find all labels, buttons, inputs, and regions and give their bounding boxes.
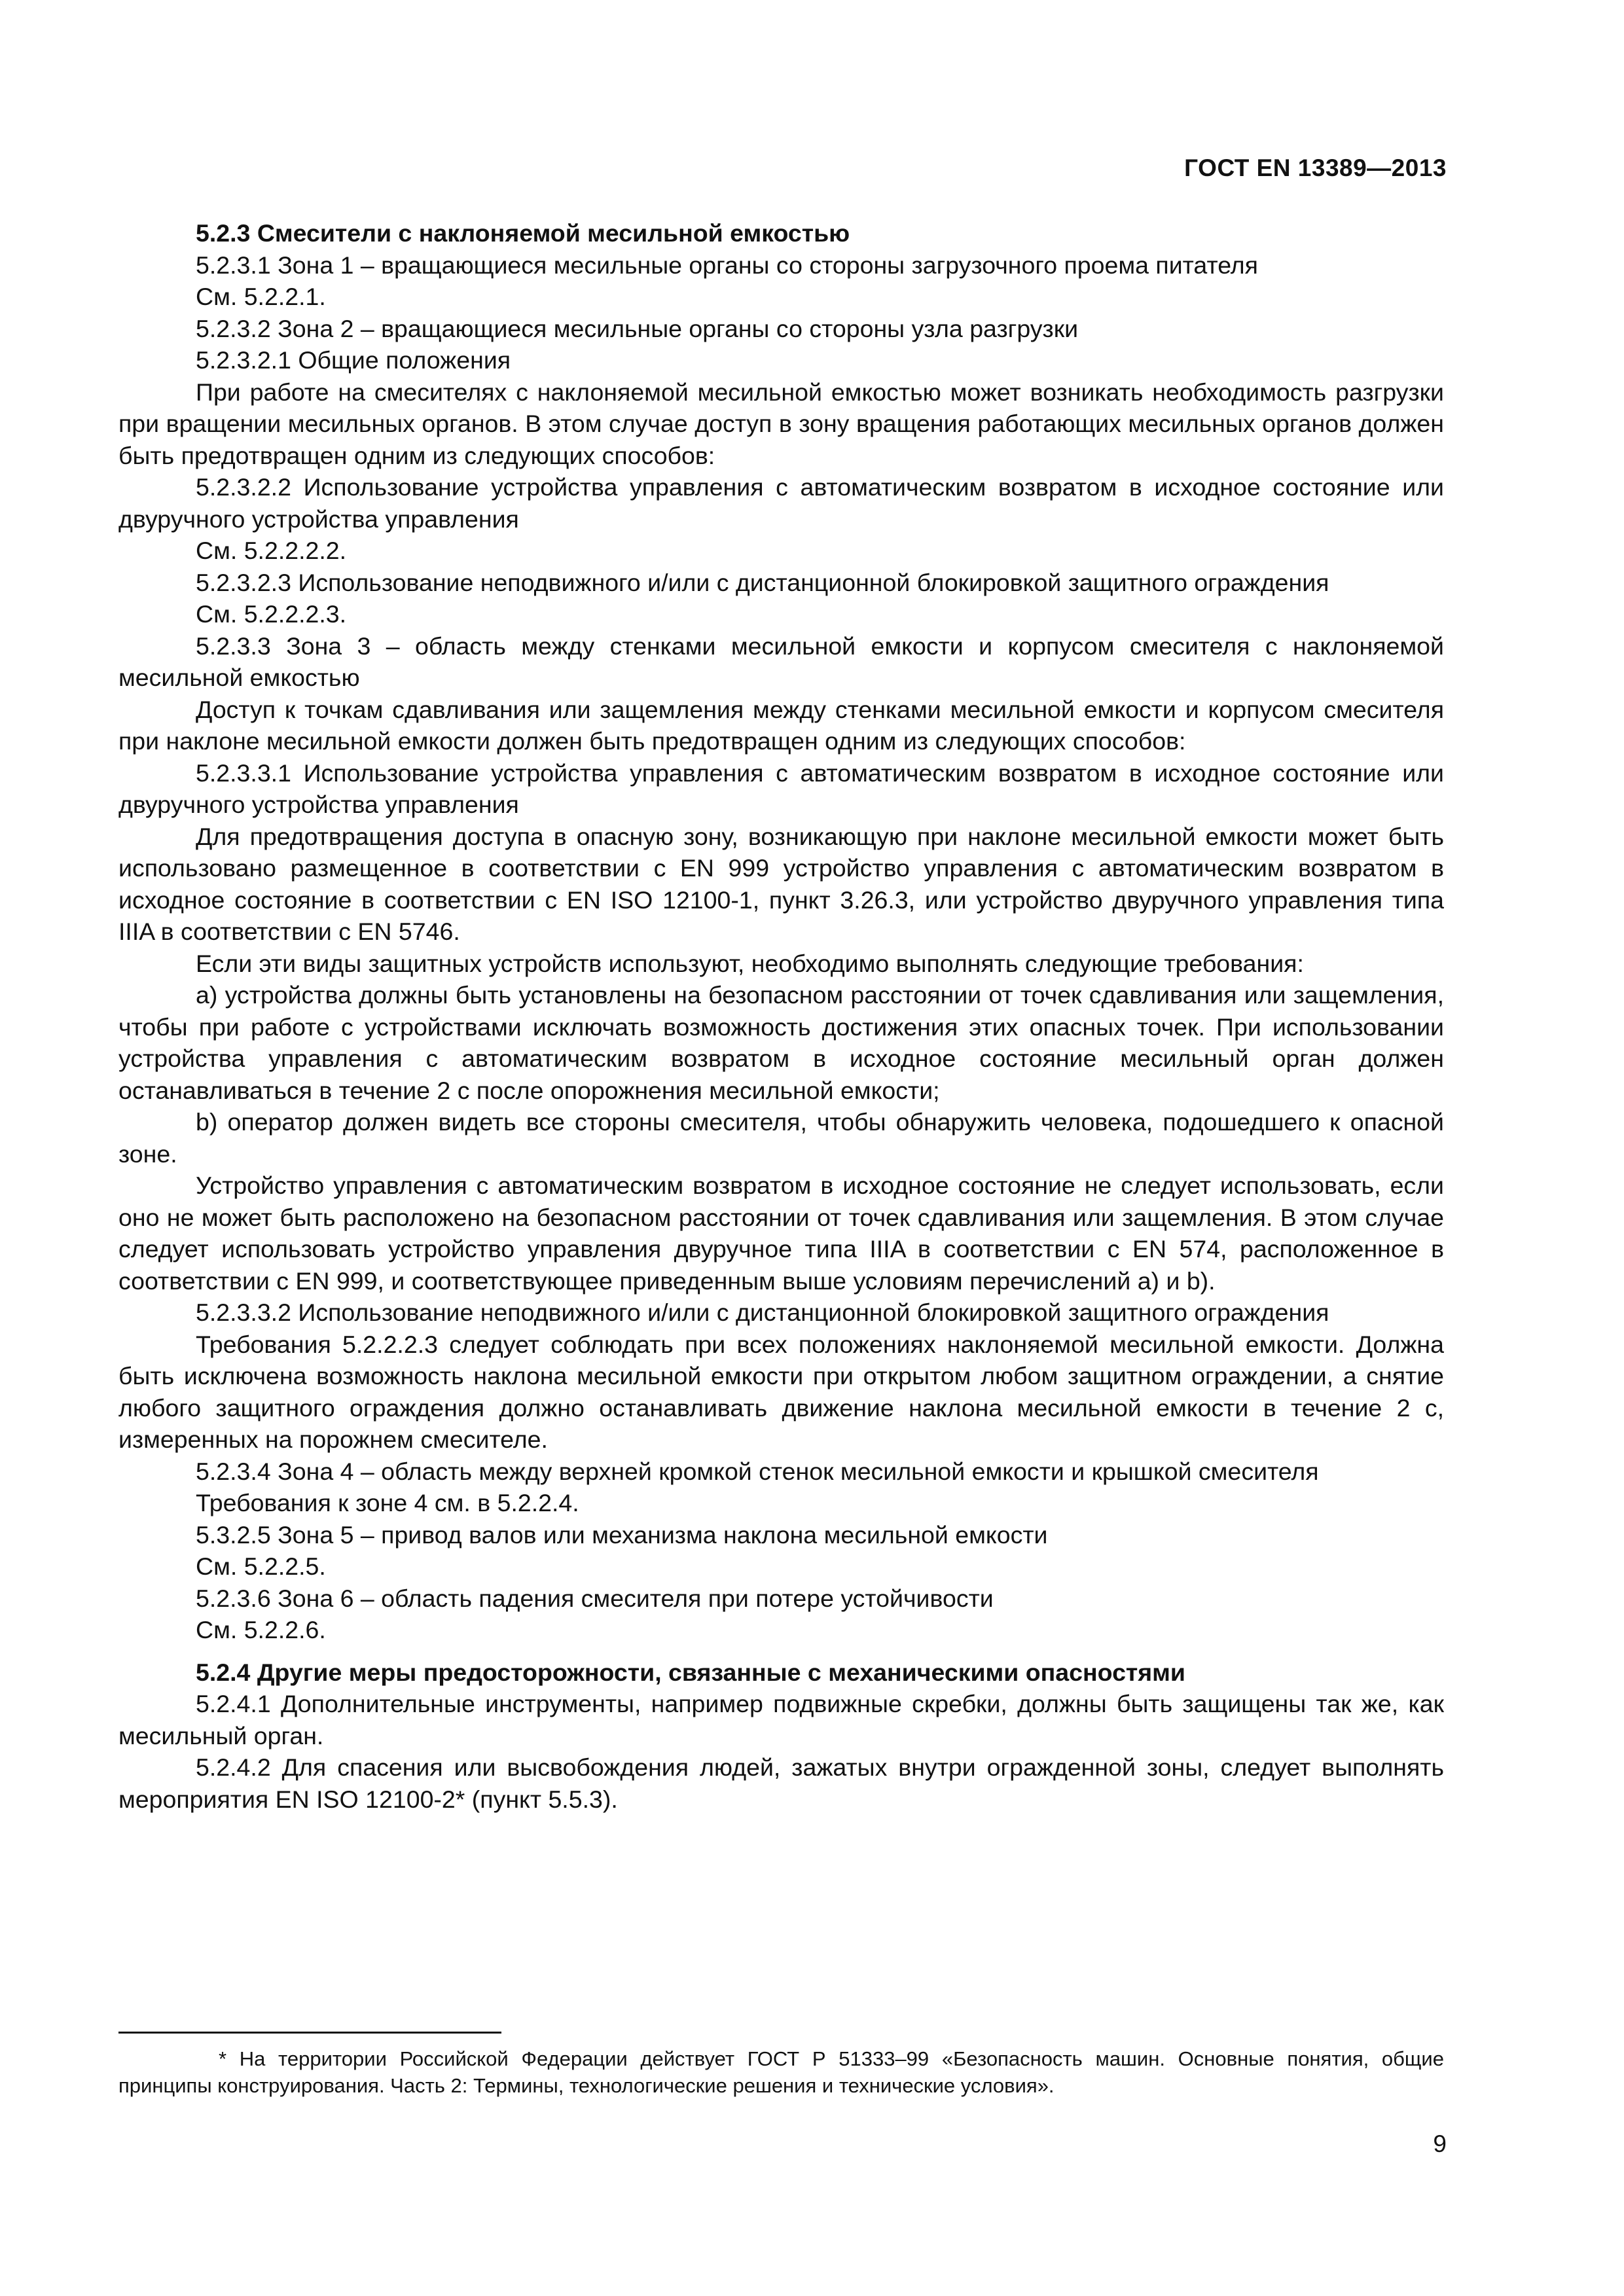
paragraph: 5.3.2.5 Зона 5 – привод валов или механизма наклона месильной емкости: [196, 1520, 1048, 1549]
paragraph: 5.2.3.1 Зона 1 – вращающиеся месильные органы со стороны загрузочного проема питателя: [196, 251, 1258, 279]
document-header: ГОСТ EN 13389—2013: [1184, 154, 1447, 181]
paragraph: Требования к зоне 4 см. в 5.2.2.4.: [196, 1489, 579, 1516]
page-number: 9: [1433, 2130, 1447, 2157]
paragraph: Доступ к точкам сдавливания или защемления между стенками месильной емкости и корпусом смесителя при наклоне месильной емкости должен быть предотвращен одним из следующих способов:: [118, 695, 1444, 755]
paragraph: См. 5.2.2.5.: [196, 1552, 326, 1580]
paragraph: 5.2.4.1 Дополнительные инструменты, например подвижные скребки, должны быть защищены так же, как месильный орган.: [118, 1690, 1444, 1749]
paragraph: Устройство управления с автоматическим возвратом в исходное состояние не следует использовать, если оно не может быть расположено на безопасном расстоянии от точек сдавливания или защемления. В этом случае следует использовать устройство управления двуручное типа IIIA в соответствии с EN 574, расположенное в соответствии с EN 999, и соответствующее приведенным выше условиям перечислений а) и b).: [118, 1172, 1444, 1295]
paragraph: 5.2.3.3.2 Использование неподвижного и/или с дистанционной блокировкой защитного ограждения: [196, 1299, 1329, 1326]
document-body: [118, 217, 1444, 1815]
paragraph: См. 5.2.2.6.: [196, 1616, 326, 1643]
paragraph: Если эти виды защитных устройств используют, необходимо выполнять следующие требования:: [196, 949, 1304, 977]
paragraph: 5.2.3.2 Зона 2 – вращающиеся месильные органы со стороны узла разгрузки: [196, 314, 1079, 342]
paragraph: 5.2.3.3.1 Использование устройства управления с автоматическим возвратом в исходное состояние или двуручного устройства управления: [118, 759, 1444, 818]
paragraph: См. 5.2.2.2.3.: [196, 600, 347, 628]
paragraph: Требования 5.2.2.2.3 следует соблюдать при всех положениях наклоняемой месильной емкости. Должна быть исключена возможность наклона месильной емкости при открытом любом защитном ограждении, а снятие любого защитного ограждения должно останавливать движение наклона месильной емкости в течение 2 с, измеренных на порожнем смесителе.: [118, 1330, 1444, 1453]
footnote-divider: [118, 2032, 501, 2034]
paragraph: 5.2.3.2.1 Общие положения: [196, 346, 511, 374]
paragraph: 5.2.4.2 Для спасения или высвобождения людей, зажатых внутри огражденной зоны, следует выполнять мероприятия EN ISO 12100-2* (пункт 5.5.3).: [118, 1753, 1444, 1813]
paragraph: 5.2.3.4 Зона 4 – область между верхней кромкой стенок месильной емкости и крышкой смесителя: [196, 1457, 1319, 1485]
section-heading: 5.2.4 Другие меры предосторожности, связанные с механическими опасностями: [196, 1658, 1185, 1686]
paragraph: См. 5.2.2.2.2.: [196, 537, 347, 564]
footnote: * На территории Российской Федерации действует ГОСТ Р 51333–99 «Безопасность машин. Основные понятия, общие принципы конструирования. Часть 2: Термины, технологические решения и технические условия».: [118, 2047, 1444, 2097]
paragraph: При работе на смесителях с наклоняемой месильной емкостью может возникать необходимость разгрузки при вращении месильных органов. В этом случае доступ в зону вращения работающих месильных органов должен быть предотвращен одним из следующих способов:: [118, 378, 1444, 469]
paragraph: Для предотвращения доступа в опасную зону, возникающую при наклоне месильной емкости может быть использовано размещенное в соответствии с EN 999 устройство управления с автоматическим возвратом в исходное состояние в соответствии с EN ISO 12100-1, пункт 3.26.3, или устройство двуручного управления типа IIIA в соответствии с EN 5746.: [118, 822, 1444, 945]
section-heading: 5.2.3 Смесители с наклоняемой месильной емкостью: [196, 219, 850, 247]
paragraph: 5.2.3.3 Зона 3 – область между стенками месильной емкости и корпусом смесителя с наклоняемой месильной емкостью: [118, 632, 1444, 691]
paragraph: См. 5.2.2.1.: [196, 283, 326, 310]
paragraph: 5.2.3.2.2 Использование устройства управления с автоматическим возвратом в исходное состояние или двуручного устройства управления: [118, 473, 1444, 533]
list-item: а) устройства должны быть установлены на безопасном расстоянии от точек сдавливания или защемления, чтобы при работе с устройствами исключать возможность достижения этих опасных точек. При использовании устройства управления с автоматическим возвратом в исходное состояние месильный орган должен останавливаться в течение 2 с после опорожнения месильной емкости;: [118, 981, 1444, 1104]
paragraph: 5.2.3.6 Зона 6 – область падения смесителя при потере устойчивости: [196, 1584, 994, 1612]
paragraph: 5.2.3.2.3 Использование неподвижного и/или с дистанционной блокировкой защитного ограждения: [196, 568, 1329, 596]
list-item: b) оператор должен видеть все стороны смесителя, чтобы обнаружить человека, подошедшего к опасной зоне.: [118, 1108, 1444, 1168]
